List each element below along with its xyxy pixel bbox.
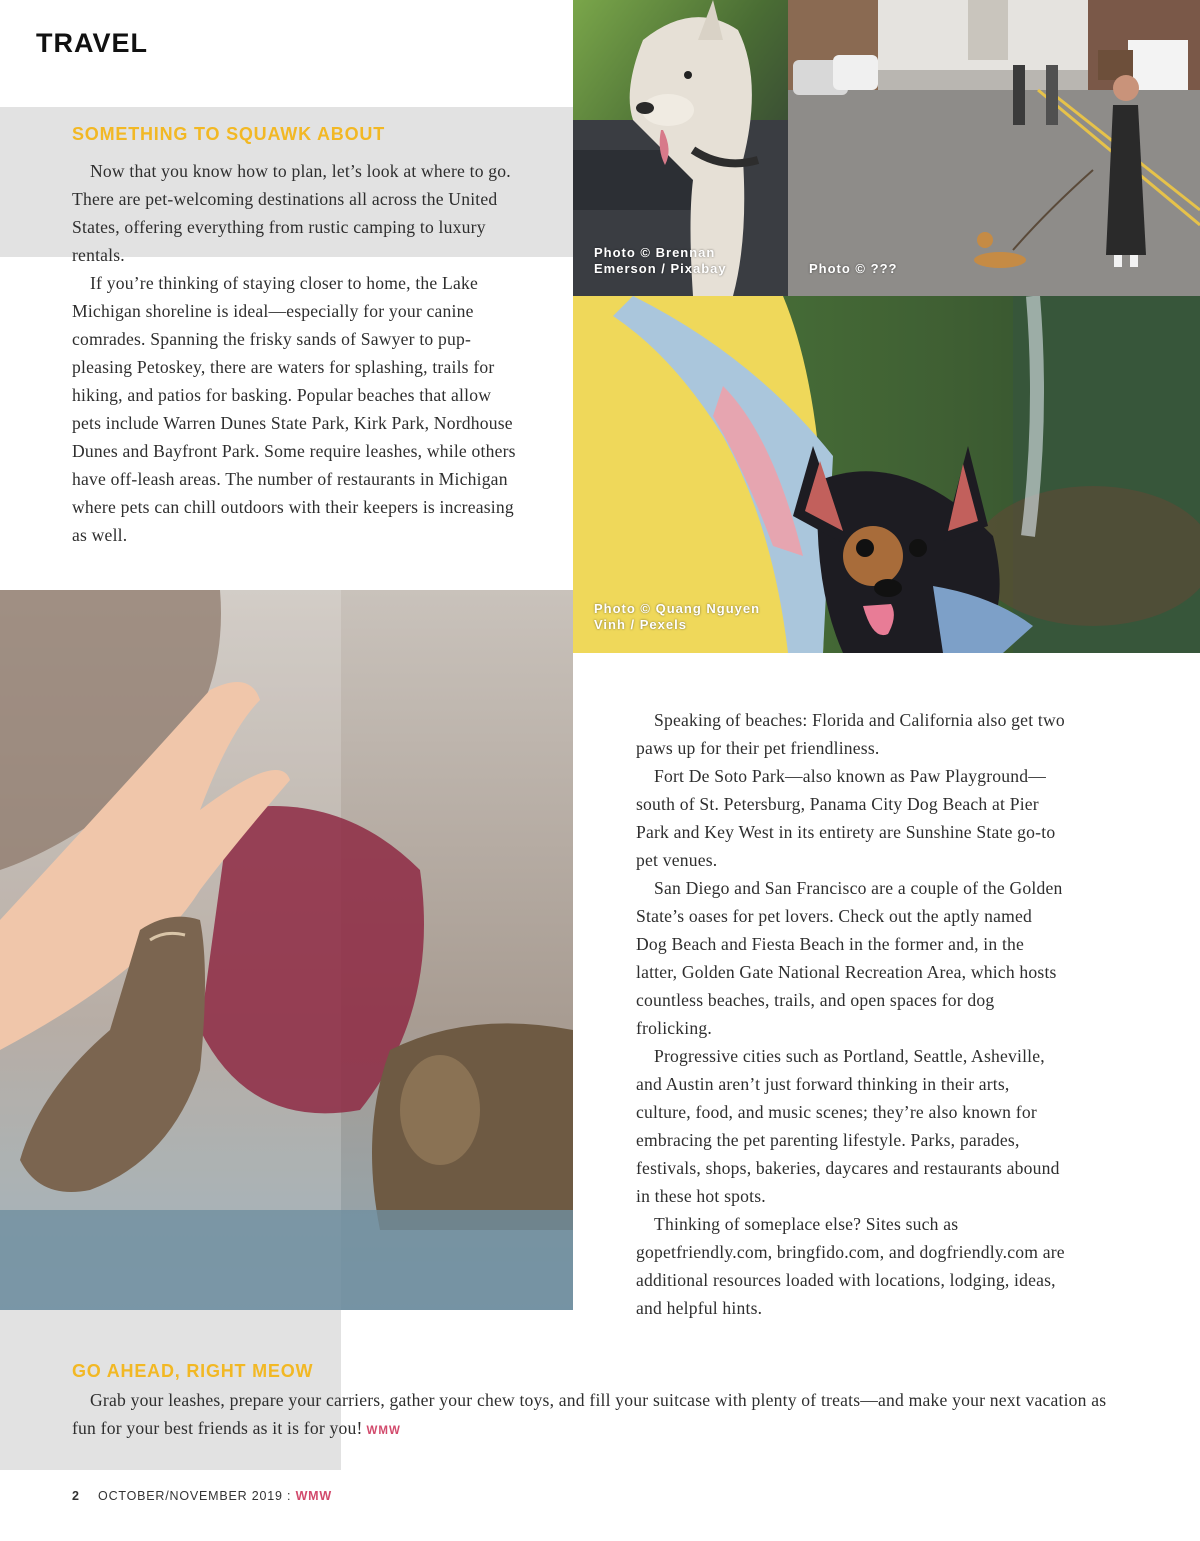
page-number: 2 (72, 1489, 80, 1503)
photo-cat-high-five (0, 590, 573, 1310)
photo-dog-in-car (573, 0, 788, 296)
section-heading-2: GO AHEAD, RIGHT MEOW (72, 1361, 314, 1381)
photo-credit-dog-car (594, 245, 788, 277)
issue-date: OCTOBER/NOVEMBER 2019 (98, 1489, 283, 1503)
footer-brand: WMW (295, 1489, 332, 1503)
paragraph: San Diego and San Francisco are a couple of the Golden State’s oases for pet lovers. Check out the aptly named Dog Beach and Fiesta Beach in the former and, in the latter, Golden Gate National Recreation Area, which hosts countless beaches, trails, and open spaces for dog frolicking. (636, 878, 1063, 1038)
closing-paragraph-block (72, 1386, 1117, 1445)
footer-separator: : (287, 1489, 292, 1503)
end-mark: WMW (366, 1425, 401, 1437)
credit-line: Emerson / Pixabay (594, 261, 727, 276)
credit-line: Photo © Brennan (594, 245, 716, 260)
credit-line: Photo © ??? (809, 261, 898, 276)
credit-line: Vinh / Pexels (594, 617, 687, 632)
page-footer (72, 1489, 332, 1503)
paragraph: Fort De Soto Park—also known as Paw Playground—south of St. Petersburg, Panama City Dog Beach at Pier Park and Key West in its entirety are Sunshine State go-to pet venues. (636, 766, 1056, 870)
article-column-1 (72, 157, 522, 549)
photo-street-dog-walk (788, 0, 1200, 296)
section-label: TRAVEL (36, 28, 148, 58)
credit-line: Photo © Quang Nguyen (594, 601, 761, 616)
section-heading-1: SOMETHING TO SQUAWK ABOUT (72, 124, 386, 144)
photo-credit-street (809, 261, 1009, 277)
article-column-2 (636, 706, 1066, 1322)
paragraph: Progressive cities such as Portland, Seattle, Asheville, and Austin aren’t just forward thinking in their arts, culture, food, and music scenes; they’re also known for embracing the pet parenting lifestyle. Parks, parades, festivals, shops, bakeries, daycares and restaurants abound in these hot spots. (636, 1046, 1060, 1206)
paragraph (72, 1386, 1117, 1445)
paragraph: If you’re thinking of staying closer to home, the Lake Michigan shoreline is ideal—especially for your canine comrades. Spanning the frisky sands of Sawyer to pup-pleasing Petoskey, there are waters for splashing, trails for hiking, and patios for basking. Popular beaches that allow pets include Warren Dunes State Park, Kirk Park, Nordhouse Dunes and Bayfront Park. Some require leashes, while others have off-leash areas. The number of restaurants in Michigan where pets can chill outdoors with their keepers is increasing as well. (72, 273, 516, 545)
photo-chihuahua-carrier (573, 296, 1200, 653)
paragraph: Thinking of someplace else? Sites such as gopetfriendly.com, bringfido.com, and dogfriendly.com are additional resources loaded with locations, lodging, ideas, and helpful hints. (636, 1214, 1065, 1318)
photo-credit-chihuahua (594, 601, 794, 633)
paragraph: Now that you know how to plan, let’s look at where to go. There are pet-welcoming destinations all across the United States, offering everything from rustic camping to luxury rentals. (72, 161, 511, 265)
closing-text: Grab your leashes, prepare your carriers, gather your chew toys, and fill your suitcase with plenty of treats—and make your next vacation as fun for your best friends as it is for you! (72, 1390, 1107, 1438)
paragraph: Speaking of beaches: Florida and California also get two paws up for their pet friendliness. (636, 710, 1065, 758)
